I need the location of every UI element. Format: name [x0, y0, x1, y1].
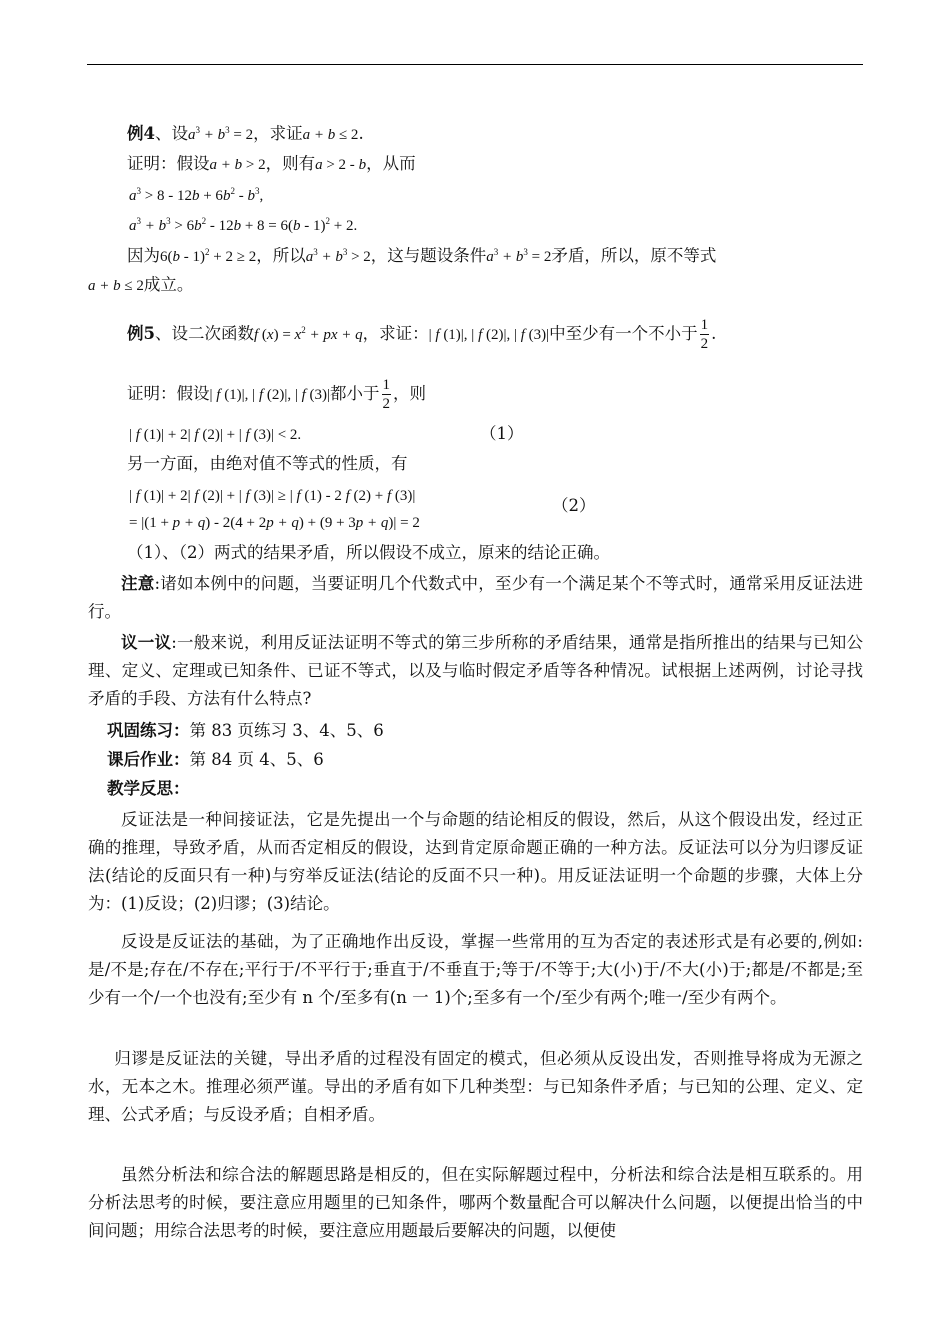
example-4-label: 例4 [127, 124, 155, 143]
reflection-heading: 教学反思： [107, 779, 190, 798]
discuss-paragraph: 议一议:一般来说，利用反证法证明不等式的第三步所称的矛盾结果，通常是指所推出的结果与已知公理、定义、定理或已知条件、已证不等式，以及与临时假定矛盾等各种情况。试根据上述两例，讨论寻找矛盾的手段、方法有什么特点? [88, 633, 864, 708]
example-5-label: 例5 [127, 324, 155, 343]
discuss-label: 议一议 [121, 633, 172, 652]
formula: $a^3 + b^3 > 6b^2 - 12b + 8 = 6(b - 1)^2 + 2$. [129, 216, 358, 234]
example-4-step-2 [129, 213, 357, 238]
formula: = |(1 + p + q) - 2(4 + 2p + q) + (9 + 3p + q)| = 2 [129, 515, 420, 531]
formula: f $(x) = x^2$ + px + q [253, 325, 363, 343]
formula: $a^3 + b^3 = 2$ [486, 247, 552, 265]
header-rule [87, 64, 863, 65]
note-label: 注意 [121, 574, 155, 593]
formula: | f (1)| + 2| f (2)| + | f (3)| < 2. [129, 427, 302, 443]
equation-2-tag: （2） [552, 496, 596, 515]
formula: $a^3 > 8 - 12b + 6b^2 - b^3$, [129, 186, 264, 204]
formula: | f (1)| + 2| f (2)| + | f (3)| ≥ | f (1) - 2 f (2) + f (3)| [129, 488, 416, 504]
example-4-conclusion: 因为6(b - 1)$^2$ + 2 ≥ 2，所以$a^3 + b^3 > 2$，这与题设条件$a^3 + b^3 = 2$矛盾，所以，原不等式 [127, 246, 717, 265]
example-5-statement: 例5、设二次函数f $(x) = x^2$ + px + q，求证：| f (1)|, | f (2)|, | f (3)|中至少有一个不小于 $\frac{1}{2}$ . [127, 317, 717, 352]
formula: | f (1)|, | f (2)|, | f (3)| [209, 387, 331, 403]
example-5-conclusion: （1）、（2）两式的结果矛盾，所以假设不成立，原来的结论正确。 [127, 543, 610, 562]
homework-line: 课后作业：第 84 页 4、5、6 [107, 750, 324, 769]
example-4-statement: 例4、设$a^3 + b^3 = 2$，求证a + b ≤ 2. [127, 124, 364, 143]
formula: a + b ≤ 2 [88, 278, 144, 294]
example-4-proof-line: 证明：假设a + b > 2，则有a > 2 - b，从而 [127, 154, 416, 173]
example-5-equation-2b [129, 510, 420, 535]
reflection-paragraph-2: 反设是反证法的基础，为了正确地作出反设，掌握一些常用的互为否定的表述形式是有必要的,例如:是/不是;存在/不存在;平行于/不平行于;垂直于/不垂直于;等于/不等于;大(小)于/不大(小)于;都是/不都是;至少有一个/一个也没有;至少有 n 个/至多有(n 一 1)个;至多有一个/至少有两个;唯一/至少有两个。 [88, 932, 863, 1007]
example-5-proof-line: 证明：假设| f (1)|, | f (2)|, | f (3)|都小于 $\frac{1}{2}$ ，则 [127, 377, 427, 412]
formula: $a^3 + b^3 = 2$ [187, 125, 254, 143]
note-paragraph: 注意:诸如本例中的问题，当要证明几个代数式中，至少有一个满足某个不等式时，通常采用反证法进行。 [88, 574, 864, 621]
example-5-equation-1 [129, 422, 301, 447]
example-4-step-1 [129, 183, 263, 208]
formula: a > 2 - b [315, 157, 367, 173]
fraction-one-half: $\frac{1}{2}$ [700, 317, 709, 352]
practice-label: 巩固练习： [107, 721, 190, 740]
reflection-paragraph-4: 虽然分析法和综合法的解题思路是相反的，但在实际解题过程中，分析法和综合法是相互联系的。用分析法思考的时候，要注意应用题里的已知条件，哪两个数量配合可以解决什么问题，以便提出恰当的中间问题；用综合法思考的时候，要注意应用题最后要解决的问题，以便使 [88, 1165, 863, 1240]
formula: | f (1)|, | f (2)|, | f (3)| [428, 327, 550, 343]
formula: $a^3 + b^3 > 2$ [305, 247, 371, 265]
example-5-other-side: 另一方面，由绝对值不等式的性质，有 [127, 454, 408, 473]
practice-line: 巩固练习：第 83 页练习 3、4、5、6 [107, 721, 384, 740]
homework-label: 课后作业： [107, 750, 190, 769]
example-5-equation-2a [129, 483, 415, 508]
equation-1-tag: （1） [480, 424, 524, 443]
reflection-paragraph-3: 归谬是反证法的关键，导出矛盾的过程没有固定的模式，但必须从反设出发，否则推导将成为无源之水，无本之木。推理必须严谨。导出的矛盾有如下几种类型：与已知条件矛盾；与已知的公理、定义、定理、公式矛盾；与反设矛盾；自相矛盾。 [88, 1049, 863, 1124]
reflection-paragraph-1: 反证法是一种间接证法，它是先提出一个与命题的结论相反的假设，然后，从这个假设出发，经过正确的推理，导致矛盾，从而否定相反的假设，达到肯定原命题正确的一种方法。反证法可以分为归谬反证法(结论的反面只有一种)与穷举反证法(结论的反面不只一种)。用反证法证明一个命题的步骤，大体上分为：(1)反设；(2)归谬；(3)结论。 [88, 810, 863, 913]
formula: 6(b - 1)$^2$ + 2 ≥ 2 [160, 247, 257, 265]
formula: a + b ≤ 2 [302, 127, 359, 143]
formula: a + b > 2 [209, 157, 266, 173]
fraction-one-half: $\frac{1}{2}$ [382, 377, 391, 412]
example-4-conclusion-end: a + b ≤ 2成立。 [88, 275, 194, 294]
